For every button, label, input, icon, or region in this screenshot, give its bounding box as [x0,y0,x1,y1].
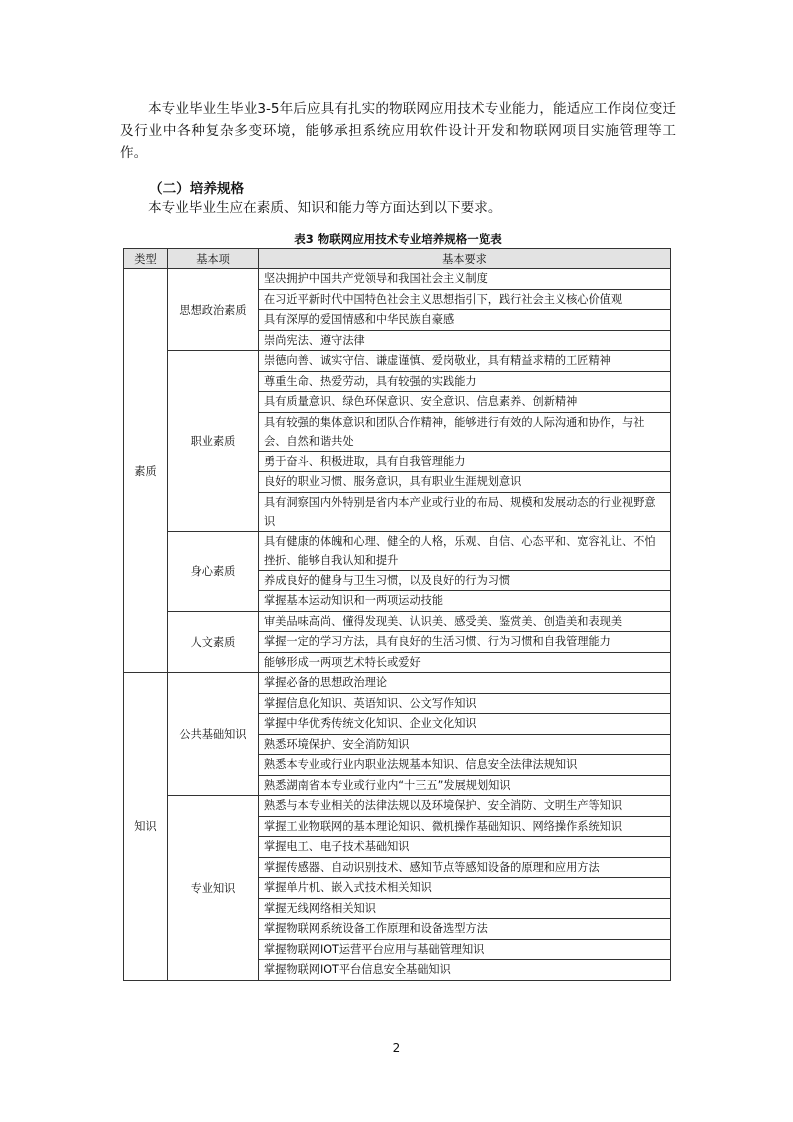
requirement-cell: 掌握一定的学习方法，具有良好的生活习惯、行为习惯和自我管理能力 [259,632,671,653]
table-header-row [124,249,671,269]
requirement-cell: 审美品味高尚、懂得发现美、认识美、感受美、鉴赏美、创造美和表现美 [259,611,671,632]
requirement-cell: 掌握传感器、自动识别技术、感知节点等感知设备的原理和应用方法 [259,857,671,878]
requirement-cell: 掌握工业物联网的基本理论知识、微机操作基础知识、网络操作系统知识 [259,816,671,837]
requirement-cell: 掌握无线网络相关知识 [259,898,671,919]
table-row [124,269,671,290]
requirement-cell: 熟悉本专业或行业内职业法规基本知识、信息安全法律法规知识 [259,755,671,776]
training-spec-table [123,248,671,981]
requirement-cell: 掌握物联网IOT平台信息安全基础知识 [259,960,671,981]
table-row [124,796,671,817]
item-cell: 公共基础知识 [168,673,259,796]
requirement-cell: 熟悉与本专业相关的法律法规以及环境保护、安全消防、文明生产等知识 [259,796,671,817]
table-row [124,531,671,570]
item-cell: 人文素质 [168,611,259,673]
requirement-cell: 坚决拥护中国共产党领导和我国社会主义制度 [259,269,671,290]
item-cell: 身心素质 [168,531,259,611]
table-body [124,269,671,981]
requirement-cell: 养成良好的健身与卫生习惯，以及良好的行为习惯 [259,570,671,591]
table-row [124,351,671,372]
page-number: 2 [392,1041,401,1055]
table-row [124,673,671,694]
requirement-cell: 尊重生命、热爱劳动，具有较强的实践能力 [259,371,671,392]
requirement-cell: 掌握物联网IOT运营平台应用与基础管理知识 [259,939,671,960]
requirement-cell: 良好的职业习惯、服务意识，具有职业生涯规划意识 [259,472,671,493]
table-row [124,611,671,632]
requirement-cell: 勇于奋斗、积极进取，具有自我管理能力 [259,451,671,472]
requirement-cell: 掌握单片机、嵌入式技术相关知识 [259,878,671,899]
type-cell: 知识 [124,673,168,981]
requirement-cell: 具有较强的集体意识和团队合作精神，能够进行有效的人际沟通和协作，与社会、自然和谐共处 [259,412,671,451]
requirement-cell: 具有深厚的爱国情感和中华民族自豪感 [259,310,671,331]
requirement-cell: 具有健康的体魄和心理、健全的人格，乐观、自信、心态平和、宽容礼让、不怕挫折、能够自我认知和提升 [259,531,671,570]
requirement-cell: 熟悉湖南省本专业或行业内“十三五”发展规划知识 [259,775,671,796]
requirement-cell: 崇德向善、诚实守信、谦虚谨慎、爱岗敬业，具有精益求精的工匠精神 [259,351,671,372]
requirement-cell: 掌握基本运动知识和一两项运动技能 [259,591,671,612]
requirement-cell: 掌握信息化知识、英语知识、公文写作知识 [259,693,671,714]
requirement-cell: 掌握必备的思想政治理论 [259,673,671,694]
requirement-cell: 能够形成一两项艺术特长或爱好 [259,652,671,673]
requirement-cell: 掌握物联网系统设备工作原理和设备选型方法 [259,919,671,940]
table-caption: 表3 物联网应用技术专业培养规格一览表 [294,232,502,246]
requirement-cell: 在习近平新时代中国特色社会主义思想指引下，践行社会主义核心价值观 [259,289,671,310]
requirement-cell: 具有洞察国内外特别是省内本产业或行业的布局、规模和发展动态的行业视野意识 [259,492,671,531]
requirement-cell: 掌握电工、电子技术基础知识 [259,837,671,858]
item-cell: 职业素质 [168,351,259,532]
requirement-cell: 掌握中华优秀传统文化知识、企业文化知识 [259,714,671,735]
header-type: 类型 [124,249,168,269]
requirements-paragraph: 本专业毕业生应在素质、知识和能力等方面达到以下要求。 [148,200,502,216]
header-item: 基本项 [168,249,259,269]
item-cell: 专业知识 [168,796,259,981]
section-heading: （二）培养规格 [149,181,245,197]
requirement-cell: 熟悉环境保护、安全消防知识 [259,734,671,755]
header-requirement: 基本要求 [259,249,671,269]
requirement-cell: 具有质量意识、绿色环保意识、安全意识、信息素养、创新精神 [259,392,671,413]
type-cell: 素质 [124,269,168,673]
item-cell: 思想政治素质 [168,269,259,351]
intro-paragraph: 本专业毕业生毕业3-5年后应具有扎实的物联网应用技术专业能力，能适应工作岗位变迁及行业中各种复杂多变环境，能够承担系统应用软件设计开发和物联网项目实施管理等工作。 [120,101,676,161]
requirement-cell: 崇尚宪法、遵守法律 [259,330,671,351]
